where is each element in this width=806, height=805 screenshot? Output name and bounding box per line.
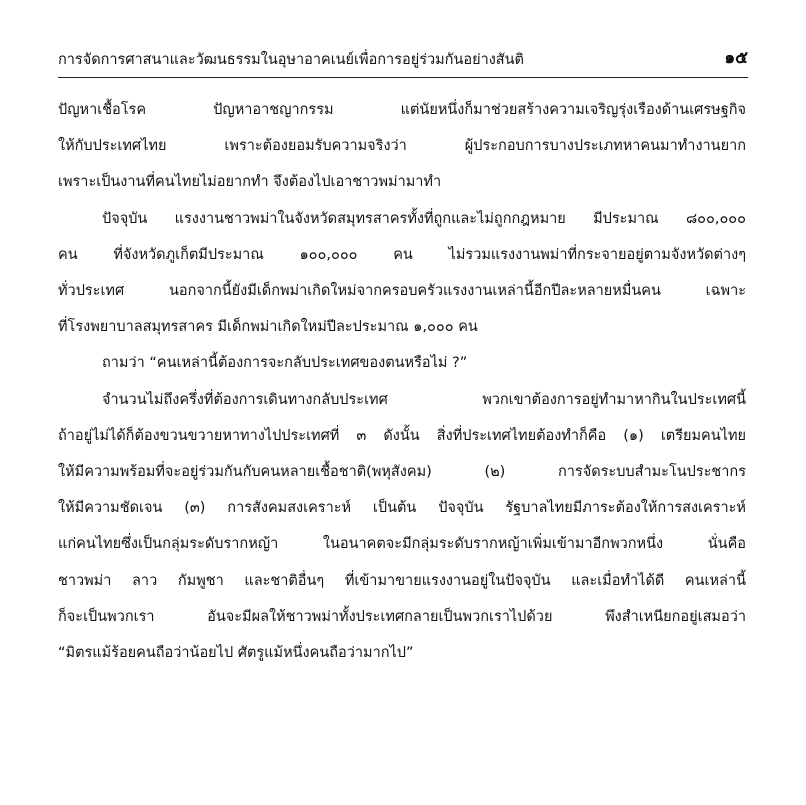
- paragraph-4: [58, 382, 746, 672]
- paragraph-2: [58, 201, 746, 346]
- running-header: [58, 44, 748, 80]
- text-line: จำนวนไม่ถึงครึ่งที่ต้องการเดินทางกลับประเทศ พวกเขาต้องการอยู่ทำมาหากินในประเทศนี้: [102, 391, 746, 408]
- text-line: ให้กับประเทศไทย เพราะต้องยอมรับความจริงว่า ผู้ประกอบการบางประเภทหาคนมาทำงานยาก: [58, 138, 746, 155]
- text-line: ปัจจุบัน แรงงานชาวพม่าในจังหวัดสมุทรสาครทั้งที่ถูกและไม่ถูกกฎหมาย มีประมาณ ๘๐๐,๐๐๐: [102, 210, 746, 227]
- text-line: คน ที่จังหวัดภูเก็ตมีประมาณ ๑๐๐,๐๐๐ คน ไม่รวมแรงงานพม่าที่กระจายอยู่ตามจังหวัดต่างๆ: [58, 246, 746, 263]
- page-number: ๑๕: [724, 48, 748, 68]
- text-line: ที่โรงพยาบาลสมุทรสาคร มีเด็กพม่าเกิดใหม่ปีละประมาณ ๑,๐๐๐ คน: [58, 319, 478, 336]
- header-title: การจัดการศาสนาและวัฒนธรรมในอุษาอาคเนย์เพื่อการอยู่ร่วมกันอย่างสันติ: [58, 52, 524, 68]
- header-rule: [58, 77, 748, 78]
- text-line: แก่คนไทยซึ่งเป็นกลุ่มระดับรากหญ้า ในอนาคตจะมีกลุ่มระดับรากหญ้าเพิ่มเข้ามาอีกพวกหนึ่ง นั่นคือ: [58, 536, 746, 553]
- body-text: [58, 92, 746, 671]
- text-line: ชาวพม่า ลาว กัมพูชา และชาติอื่นๆ ที่เข้ามาขายแรงงานอยู่ในปัจจุบัน และเมื่อทำได้ดี คนเหล่านี้: [58, 572, 746, 589]
- text-line: “มิตรแม้ร้อยคนถือว่าน้อยไป ศัตรูแม้หนึ่งคนถือว่ามากไป”: [58, 645, 414, 662]
- text-line: ให้มีความพร้อมที่จะอยู่ร่วมกันกับคนหลายเชื้อชาติ(พหุสังคม) (๒) การจัดระบบสำมะโนประชากร: [58, 464, 746, 481]
- text-line: ปัญหาเชื้อโรค ปัญหาอาชญากรรม แต่นัยหนึ่งก็มาช่วยสร้างความเจริญรุ่งเรืองด้านเศรษฐกิจ: [58, 102, 746, 118]
- paragraph-3: [58, 345, 746, 381]
- text-line: เพราะเป็นงานที่คนไทยไม่อยากทำ จึงต้องไปเอาชาวพม่ามาทำ: [58, 174, 442, 191]
- text-line: ถ้าอยู่ไม่ได้ก็ต้องขวนขวายหาทางไปประเทศที่ ๓ ดังนั้น สิ่งที่ประเทศไทยต้องทำก็คือ (๑) เตรียมคนไทย: [58, 427, 746, 444]
- text-line: ทั่วประเทศ นอกจากนี้ยังมีเด็กพม่าเกิดใหม่จากครอบครัวแรงงานเหล่านี้อีกปีละหลายหมื่นคน เฉพาะ: [58, 283, 746, 300]
- text-line: ถามว่า “คนเหล่านี้ต้องการจะกลับประเทศของตนหรือไม่ ?”: [102, 355, 468, 372]
- text-line: ให้มีความชัดเจน (๓) การสังคมสงเคราะห์ เป็นต้น ปัจจุบัน รัฐบาลไทยมีภาระต้องให้การสงเคราะห์: [58, 500, 746, 517]
- paragraph-1: [58, 92, 746, 201]
- text-line: ก็จะเป็นพวกเรา อันจะมีผลให้ชาวพม่าทั้งประเทศกลายเป็นพวกเราไปด้วย พึงสำเหนียกอยู่เสมอว่า: [58, 608, 746, 625]
